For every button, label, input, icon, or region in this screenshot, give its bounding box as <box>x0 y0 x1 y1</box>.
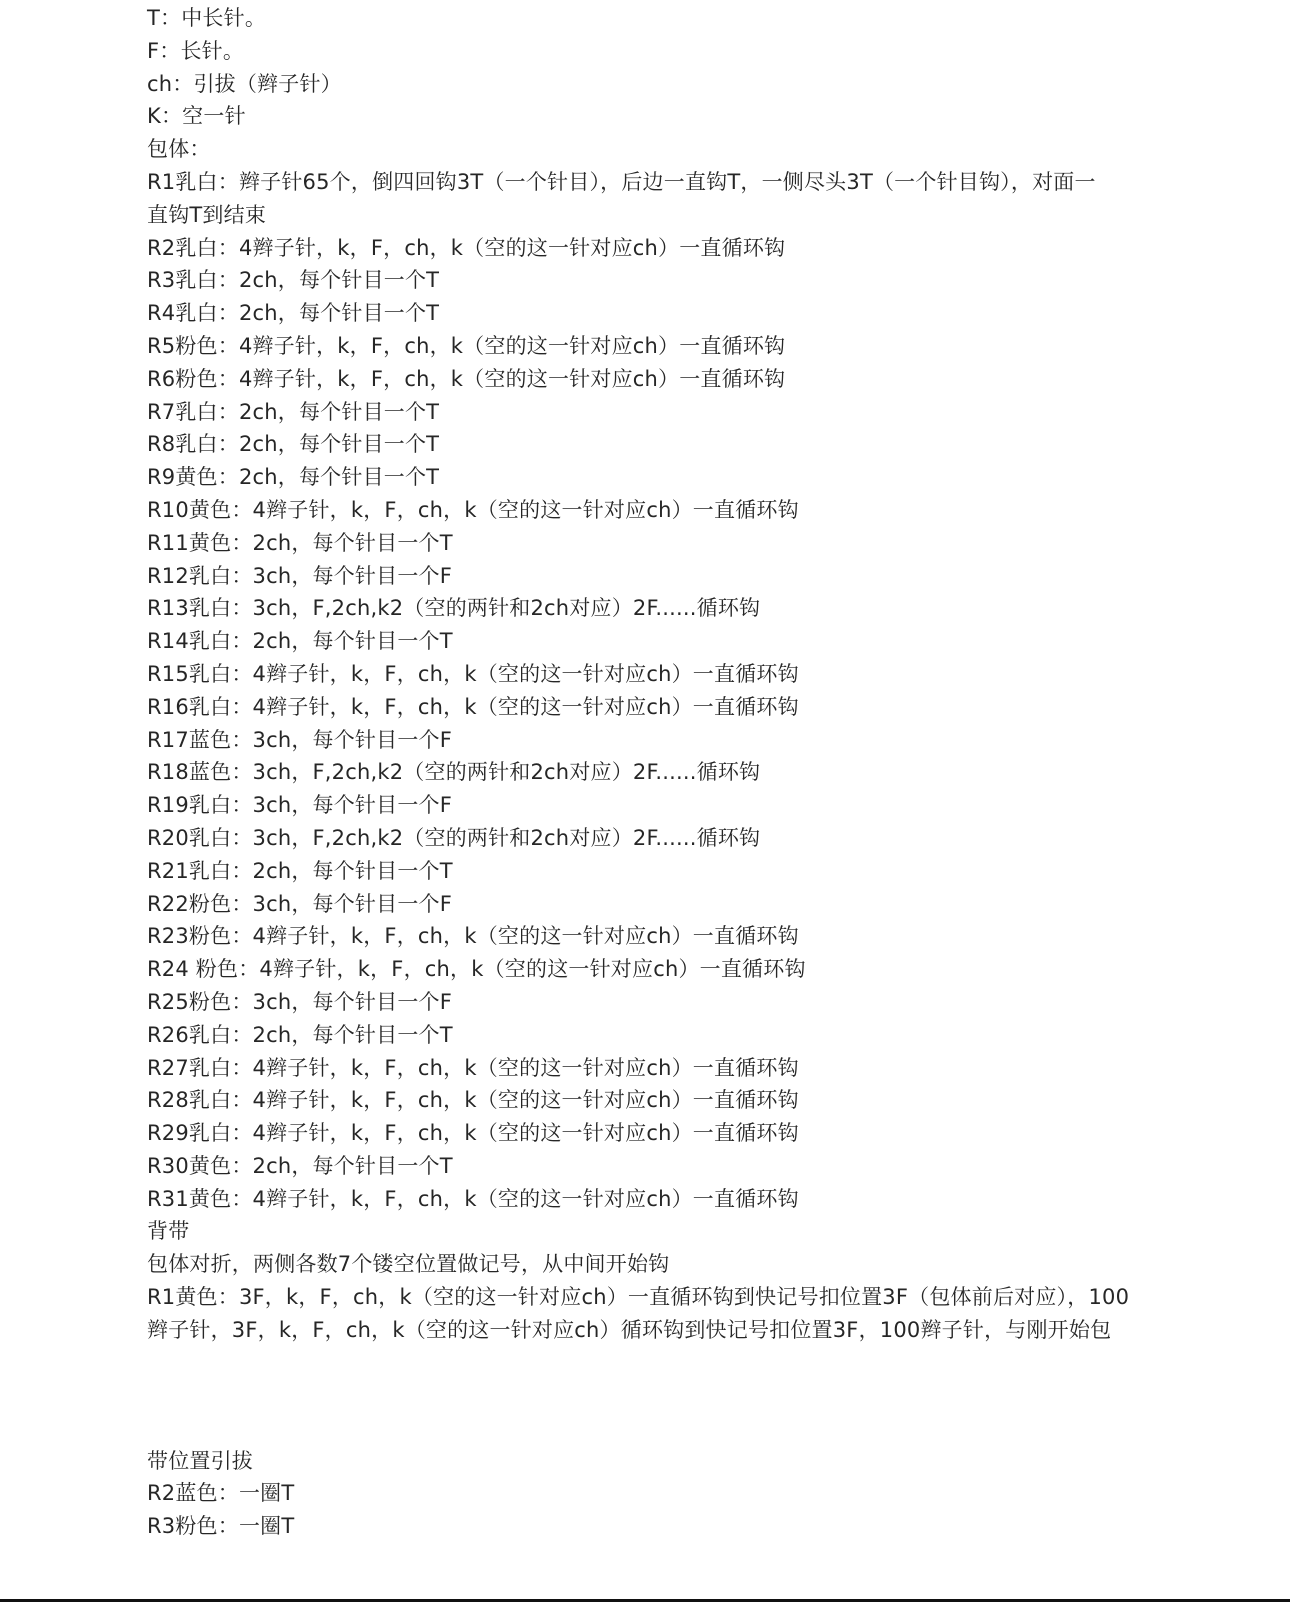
body-rows <box>147 166 1147 1216</box>
row-line: 包体对折，两侧各数7个镂空位置做记号，从中间开始钩 <box>147 1252 670 1277</box>
row-line: 辫子针，3F，k，F，ch，k（空的这一针对应ch）循环钩到快记号扣位置3F，100辫子针，与刚开始包 <box>147 1317 1112 1342</box>
row-line: R23粉色：4辫子针，k，F，ch，k（空的这一针对应ch）一直循环钩 <box>147 924 799 949</box>
row-line: R16乳白：4辫子针，k，F，ch，k（空的这一针对应ch）一直循环钩 <box>147 694 799 719</box>
row-line: R15乳白：4辫子针，k，F，ch，k（空的这一针对应ch）一直循环钩 <box>147 661 799 686</box>
row-line: R3粉色：一圈T <box>147 1514 295 1539</box>
row-line: R29乳白：4辫子针，k，F，ch，k（空的这一针对应ch）一直循环钩 <box>147 1121 799 1146</box>
row-line: R8乳白：2ch，每个针目一个T <box>147 432 440 457</box>
glossary-line: F：长针。 <box>147 38 245 63</box>
row-line: R4乳白：2ch，每个针目一个T <box>147 301 440 326</box>
strap-position-rows <box>147 1477 1147 1543</box>
row-line: R20乳白：3ch，F,2ch,k2（空的两针和2ch对应）2F......循环钩 <box>147 825 761 850</box>
row-line: R5粉色：4辫子针，k，F，ch，k（空的这一针对应ch）一直循环钩 <box>147 333 786 358</box>
row-line: R1黄色：3F，k，F，ch，k（空的这一针对应ch）一直循环钩到快记号扣位置3F（包体前后对应），100 <box>147 1285 1130 1310</box>
row-line: R21乳白：2ch，每个针目一个T <box>147 858 453 883</box>
row-line: R14乳白：2ch，每个针目一个T <box>147 629 453 654</box>
row-line: R26乳白：2ch，每个针目一个T <box>147 1022 453 1047</box>
body-heading: 包体： <box>147 137 211 162</box>
glossary-line: T：中长针。 <box>147 6 267 30</box>
blank-gap <box>147 1347 1147 1445</box>
row-line: R27乳白：4辫子针，k，F，ch，k（空的这一针对应ch）一直循环钩 <box>147 1055 799 1080</box>
row-line: R17蓝色：3ch，每个针目一个F <box>147 727 453 752</box>
row-line: R10黄色：4辫子针，k，F，ch，k（空的这一针对应ch）一直循环钩 <box>147 497 799 522</box>
glossary-line: K：空一针 <box>147 104 246 129</box>
row-line: R7乳白：2ch，每个针目一个T <box>147 399 440 424</box>
row-line: R12乳白：3ch，每个针目一个F <box>147 563 453 588</box>
strap-position-heading: 带位置引拔 <box>147 1448 253 1473</box>
strap-heading: 背带 <box>147 1219 190 1244</box>
row-line: R19乳白：3ch，每个针目一个F <box>147 793 453 818</box>
row-line: R30黄色：2ch，每个针目一个T <box>147 1153 453 1178</box>
row-line: R28乳白：4辫子针，k，F，ch，k（空的这一针对应ch）一直循环钩 <box>147 1088 799 1113</box>
row-line: R2蓝色：一圈T <box>147 1481 295 1506</box>
row-line: R25粉色：3ch，每个针目一个F <box>147 989 453 1014</box>
pattern-document <box>147 2 1147 1543</box>
row-line: R18蓝色：3ch，F,2ch,k2（空的两针和2ch对应）2F......循环钩 <box>147 760 761 785</box>
row-line: 直钩T到结束 <box>147 202 267 227</box>
glossary-line: ch：引拔（辫子针） <box>147 71 342 96</box>
strap-rows <box>147 1248 1147 1346</box>
row-line: R11黄色：2ch，每个针目一个T <box>147 530 453 555</box>
row-line: R3乳白：2ch，每个针目一个T <box>147 268 440 293</box>
glossary <box>147 2 1147 133</box>
row-line: R13乳白：3ch，F,2ch,k2（空的两针和2ch对应）2F......循环钩 <box>147 596 761 621</box>
row-line: R1乳白：辫子针65个，倒四回钩3T（一个针目），后边一直钩T，一侧尽头3T（一个针目钩），对面一 <box>147 169 1096 194</box>
row-line: R31黄色：4辫子针，k，F，ch，k（空的这一针对应ch）一直循环钩 <box>147 1186 799 1211</box>
row-line: R9黄色：2ch，每个针目一个T <box>147 465 440 490</box>
row-line: R6粉色：4辫子针，k，F，ch，k（空的这一针对应ch）一直循环钩 <box>147 366 786 391</box>
row-line: R24 粉色：4辫子针，k，F，ch，k（空的这一针对应ch）一直循环钩 <box>147 957 806 982</box>
row-line: R22粉色：3ch，每个针目一个F <box>147 891 453 916</box>
row-line: R2乳白：4辫子针，k，F，ch，k（空的这一针对应ch）一直循环钩 <box>147 235 786 260</box>
